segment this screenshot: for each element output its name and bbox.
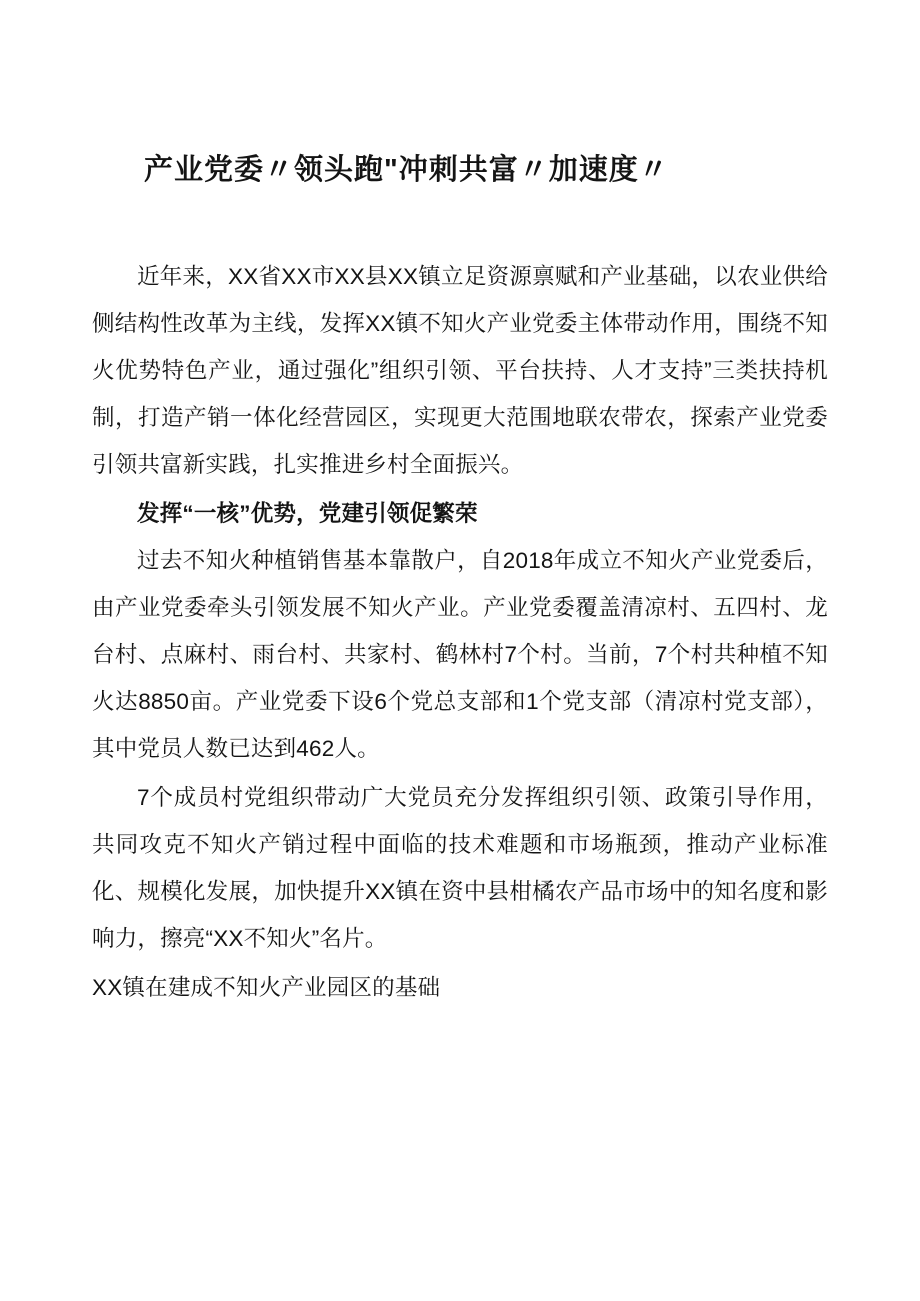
paragraph-intro: 近年来，XX省XX市XX县XX镇立足资源禀赋和产业基础，以农业供给侧结构性改革为主线，发挥XX镇不知火产业党委主体带动作用，围绕不知火优势特色产业，通过强化”组织引领、平台扶持、人才支持”三类扶持机制，打造产销一体化经营园区，实现更大范围地联农带农，探索产业党委引领共富新实践，扎实推进乡村全面振兴。 <box>92 263 828 477</box>
paragraph-3: 7个成员村党组织带动广大党员充分发挥组织引领、政策引导作用，共同攻克不知火产销过程中面临的技术难题和市场瓶颈，推动产业标准化、规模化发展，加快提升XX镇在资中县柑橘农产品市场中的知名度和影响力，擦亮“XX不知火”名片。 <box>92 784 828 951</box>
page-title: 产业党委〃领头跑"冲刺共富〃加速度〃 <box>144 154 669 186</box>
paragraph-2: 过去不知火种植销售基本靠散户，自2018年成立不知火产业党委后，由产业党委牵头引领发展不知火产业。产业党委覆盖清凉村、五四村、龙台村、点麻村、雨台村、共家村、鹤林村7个村。当前，7个村共种植不知火达8850亩。产业党委下设6个党总支部和1个党支部（清凉村党支部），其中党员人数已达到462人。 <box>92 547 828 761</box>
section-heading-1: 发挥“一核”优势，党建引领促繁荣 <box>137 500 478 526</box>
paragraph-4: XX镇在建成不知火产业园区的基础 <box>92 974 441 1000</box>
title-spacer <box>92 191 828 253</box>
